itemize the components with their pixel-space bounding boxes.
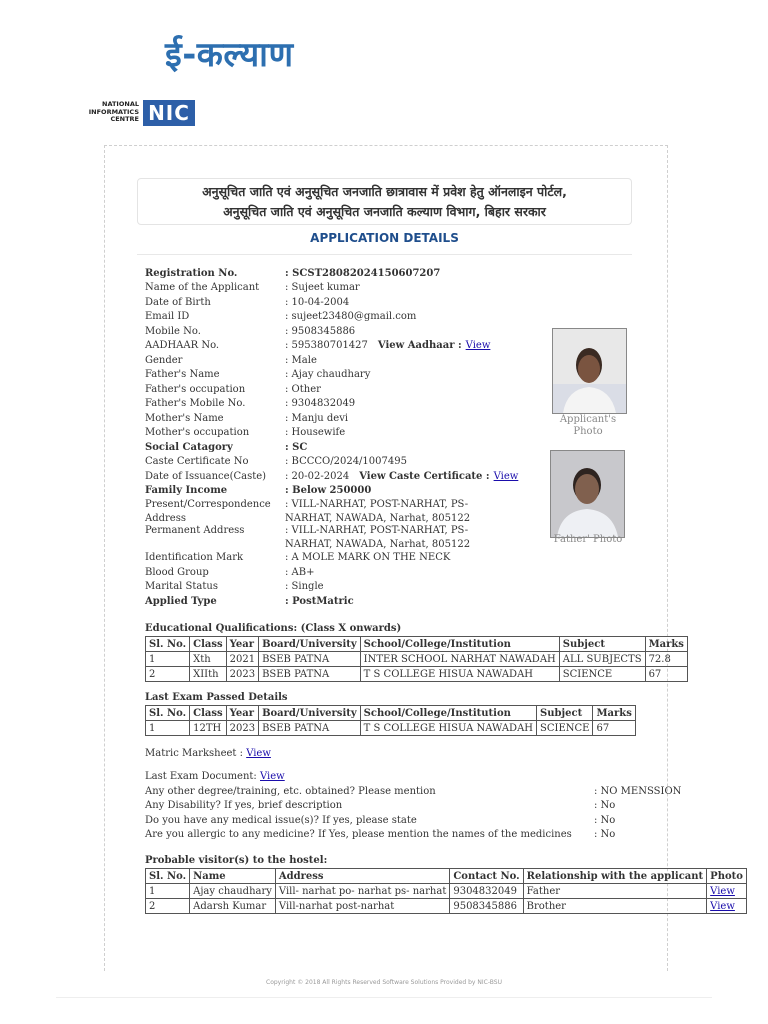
question-answer: : No xyxy=(594,829,616,840)
detail-value xyxy=(285,368,505,382)
table-cell: 67 xyxy=(645,667,687,682)
detail-value-text: : Ajay chaudhary xyxy=(285,369,371,380)
detail-value-text: : A MOLE MARK ON THE NECK xyxy=(285,552,451,563)
footer-copyright: Copyright © 2018 All Rights Reserved Software Solutions Provided by NIC-BSU xyxy=(266,979,502,986)
detail-value xyxy=(285,470,545,484)
detail-value xyxy=(285,354,505,368)
detail-label: Caste Certificate No xyxy=(145,456,249,467)
last-exam-table xyxy=(145,705,636,736)
detail-label: Date of Birth xyxy=(145,297,211,308)
detail-value xyxy=(285,595,505,609)
nic-text-line: INFORMATICS xyxy=(88,107,139,116)
footer-divider xyxy=(56,997,712,998)
detail-label: Mother's Name xyxy=(145,413,224,424)
nic-text-line: NATIONAL xyxy=(102,100,139,108)
nic-logo-block xyxy=(75,100,200,128)
last-doc-view-link[interactable]: View xyxy=(260,771,285,782)
table-cell: 2021 xyxy=(226,652,258,667)
visitors-table xyxy=(145,868,747,914)
table-cell: 12TH xyxy=(190,721,227,736)
table-cell: SCIENCE xyxy=(559,667,645,682)
table-header-cell: Photo xyxy=(707,869,747,884)
table-cell: Vill- narhat po- narhat ps- narhat xyxy=(275,884,449,899)
table-cell: 72.8 xyxy=(645,652,687,667)
table-header-cell: Sl. No. xyxy=(146,706,190,721)
table-row xyxy=(146,899,747,914)
detail-label: Father's Mobile No. xyxy=(145,398,246,409)
detail-value xyxy=(285,551,505,565)
table-row xyxy=(146,667,688,682)
detail-label: Father's Name xyxy=(145,369,220,380)
table-header-row xyxy=(146,869,747,884)
last-exam-doc xyxy=(145,770,285,784)
application-title: APPLICATION DETAILS xyxy=(310,231,459,245)
nic-text xyxy=(75,101,139,124)
table-cell: 9304832049 xyxy=(450,884,523,899)
table-cell: 2 xyxy=(146,899,190,914)
detail-value xyxy=(285,412,505,426)
detail-value-text: : 10-04-2004 xyxy=(285,297,350,308)
table-row xyxy=(146,884,747,899)
detail-value-text: : Housewife xyxy=(285,427,346,438)
table-cell: Brother xyxy=(523,899,707,914)
detail-value-text: : Below 250000 xyxy=(285,485,372,496)
detail-label: Registration No. xyxy=(145,268,238,279)
matric-label: Matric Marksheet : xyxy=(145,748,243,759)
detail-value-text: : Other xyxy=(285,384,321,395)
detail-value-text: : 9508345886 xyxy=(285,326,356,337)
table-cell: Xth xyxy=(190,652,227,667)
detail-value-text: : SC xyxy=(285,442,308,453)
question-text: Do you have any medical issue(s)? If yes, please state xyxy=(145,815,417,826)
table-header-cell: Sl. No. xyxy=(146,869,190,884)
view-document-label: View Caste Certificate : xyxy=(359,471,490,482)
nic-text-line: CENTRE xyxy=(110,115,139,123)
table-header-cell: Board/University xyxy=(259,706,361,721)
table-header-row xyxy=(146,706,636,721)
question-text: Any other degree/training, etc. obtained? Please mention xyxy=(145,786,436,797)
detail-label: Identification Mark xyxy=(145,552,244,563)
visitors-title: Probable visitor(s) to the hostel: xyxy=(145,855,328,866)
detail-value-text: : sujeet23480@gmail.com xyxy=(285,311,417,322)
detail-value xyxy=(285,267,505,281)
portal-line1: अनुसूचित जाति एवं अनुसूचित जनजाति छात्रावास में प्रवेश हेतु ऑनलाइन पोर्टल, xyxy=(202,184,567,199)
detail-value xyxy=(285,441,505,455)
detail-label: Name of the Applicant xyxy=(145,282,260,293)
table-row xyxy=(146,721,636,736)
detail-label: Applied Type xyxy=(145,596,217,607)
table-cell: INTER SCHOOL NARHAT NAWADAH xyxy=(360,652,559,667)
detail-label: Present/Correspondence Address xyxy=(145,499,271,524)
father-photo-caption: Father' Photo xyxy=(553,534,623,545)
nic-logo-icon: NIC xyxy=(143,100,195,126)
detail-value xyxy=(285,455,505,469)
detail-label: Father's occupation xyxy=(145,384,246,395)
table-header-cell: Name xyxy=(190,869,276,884)
detail-value xyxy=(285,296,505,310)
detail-value-text: : SCST28082024150607207 xyxy=(285,268,441,279)
table-cell: XIIth xyxy=(190,667,227,682)
detail-value xyxy=(285,310,505,324)
father-photo xyxy=(550,450,625,538)
detail-label: Blood Group xyxy=(145,567,209,578)
last-doc-label: Last Exam Document: xyxy=(145,771,257,782)
table-cell xyxy=(707,884,747,899)
detail-value xyxy=(285,580,505,594)
matric-view-link[interactable]: View xyxy=(246,748,271,759)
last-exam-title: Last Exam Passed Details xyxy=(145,692,288,703)
edu-title: Educational Qualifications: (Class X onwards) xyxy=(145,623,402,634)
table-cell: 2023 xyxy=(226,721,258,736)
edu-table xyxy=(145,636,688,682)
table-header-row xyxy=(146,637,688,652)
detail-label: Marital Status xyxy=(145,581,218,592)
divider xyxy=(137,254,632,255)
detail-value-text: : Single xyxy=(285,581,324,592)
applicant-photo xyxy=(552,328,627,414)
table-cell: 2 xyxy=(146,667,190,682)
table-cell: Father xyxy=(523,884,707,899)
table-header-cell: Subject xyxy=(537,706,593,721)
visitor-photo-view-link[interactable]: View xyxy=(710,885,735,897)
detail-label: Social Catagory xyxy=(145,442,233,453)
detail-label: Gender xyxy=(145,355,183,366)
brand-title: ई-कल्याण xyxy=(165,35,294,75)
detail-value-text: : Sujeet kumar xyxy=(285,282,360,293)
detail-value-text: : 20-02-2024 xyxy=(285,471,350,482)
table-header-cell: Sl. No. xyxy=(146,637,190,652)
visitor-photo-view-link[interactable]: View xyxy=(710,900,735,912)
table-cell: Ajay chaudhary xyxy=(190,884,276,899)
portal-header xyxy=(137,178,632,225)
table-header-cell: Subject xyxy=(559,637,645,652)
question-answer: : No xyxy=(594,800,616,811)
table-cell: 1 xyxy=(146,884,190,899)
detail-value-text: : BCCCO/2024/1007495 xyxy=(285,456,407,467)
table-cell: BSEB PATNA xyxy=(259,721,361,736)
detail-value xyxy=(285,397,505,411)
detail-value-text: : 9304832049 xyxy=(285,398,356,409)
applicant-photo-caption: Applicant's Photo xyxy=(559,414,617,437)
detail-value xyxy=(285,426,505,440)
detail-label: Email ID xyxy=(145,311,190,322)
table-cell: 2023 xyxy=(226,667,258,682)
table-cell: Adarsh Kumar xyxy=(190,899,276,914)
table-cell: ALL SUBJECTS xyxy=(559,652,645,667)
table-cell: BSEB PATNA xyxy=(259,667,361,682)
matric-marksheet xyxy=(145,747,271,761)
table-header-cell: Marks xyxy=(593,706,635,721)
question-text: Any Disability? If yes, brief description xyxy=(145,800,343,811)
table-header-cell: Relationship with the applicant xyxy=(523,869,707,884)
father-photo-image xyxy=(551,451,624,537)
detail-value-text: : Male xyxy=(285,355,317,366)
detail-value xyxy=(285,484,505,498)
detail-value-text: : PostMatric xyxy=(285,596,354,607)
detail-label: Mobile No. xyxy=(145,326,201,337)
table-cell: 9508345886 xyxy=(450,899,523,914)
table-cell xyxy=(707,899,747,914)
view-document-label: View Aadhaar : xyxy=(377,340,462,351)
detail-label: Mother's occupation xyxy=(145,427,250,438)
portal-line2: अनुसूचित जाति एवं अनुसूचित जनजाति कल्याण विभाग, बिहार सरकार xyxy=(223,204,546,219)
detail-label: Date of Issuance(Caste) xyxy=(145,471,267,482)
detail-label: Family Income xyxy=(145,485,228,496)
table-header-cell: Class xyxy=(190,637,227,652)
table-header-cell: Contact No. xyxy=(450,869,523,884)
detail-value xyxy=(285,566,505,580)
table-cell: BSEB PATNA xyxy=(259,652,361,667)
detail-value-text: : AB+ xyxy=(285,567,315,578)
detail-value xyxy=(285,498,505,526)
question-text: Are you allergic to any medicine? If Yes, please mention the names of the medicines xyxy=(145,829,572,840)
view-document-link[interactable]: View xyxy=(493,471,519,482)
table-header-cell: School/College/Institution xyxy=(360,706,536,721)
detail-label: Permanent Address xyxy=(145,525,245,536)
table-cell: Vill-narhat post-narhat xyxy=(275,899,449,914)
detail-value-text: : 595380701427 xyxy=(285,340,368,351)
view-document-link[interactable]: View xyxy=(465,340,491,351)
detail-value-text: : VILL-NARHAT, POST-NARHAT, PS-NARHAT, NAWADA, Narhat, 805122 xyxy=(285,525,471,550)
table-cell: 1 xyxy=(146,652,190,667)
table-header-cell: Year xyxy=(226,637,258,652)
table-cell: 1 xyxy=(146,721,190,736)
question-answer: : No xyxy=(594,815,616,826)
table-header-cell: Year xyxy=(226,706,258,721)
table-header-cell: Class xyxy=(190,706,227,721)
detail-value xyxy=(285,325,505,339)
table-header-cell: School/College/Institution xyxy=(360,637,559,652)
table-cell: T S COLLEGE HISUA NAWADAH xyxy=(360,667,559,682)
detail-value xyxy=(285,281,505,295)
table-row xyxy=(146,652,688,667)
table-cell: SCIENCE xyxy=(537,721,593,736)
detail-value xyxy=(285,339,545,353)
table-header-cell: Address xyxy=(275,869,449,884)
detail-value-text: : VILL-NARHAT, POST-NARHAT, PS-NARHAT, NAWADA, Narhat, 805122 xyxy=(285,499,471,524)
detail-value xyxy=(285,524,505,552)
applicant-photo-image xyxy=(553,329,626,413)
table-header-cell: Board/University xyxy=(259,637,361,652)
detail-value-text: : Manju devi xyxy=(285,413,349,424)
detail-value xyxy=(285,383,505,397)
detail-label: AADHAAR No. xyxy=(145,340,220,351)
table-header-cell: Marks xyxy=(645,637,687,652)
table-cell: T S COLLEGE HISUA NAWADAH xyxy=(360,721,536,736)
question-answer: : NO MENSSION xyxy=(594,786,682,797)
table-cell: 67 xyxy=(593,721,635,736)
